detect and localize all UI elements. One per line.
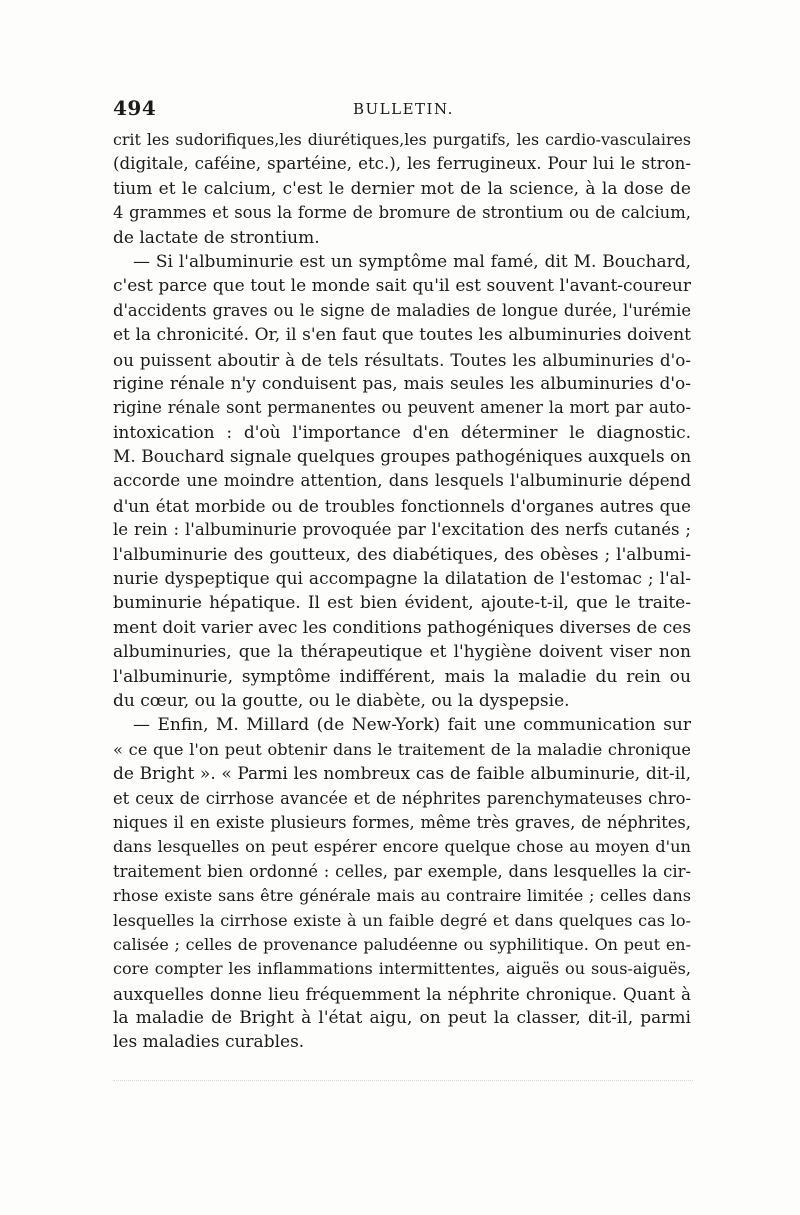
text-line: dans lesquelles on peut espérer encore quelque chose au moyen d'un bbox=[113, 837, 691, 857]
text-line: rigine rénale n'y conduisent pas, mais seules les albuminuries d'o- bbox=[113, 373, 691, 394]
text-line: (digitale, caféine, spartéine, etc.), les ferrugineux. Pour lui le stron- bbox=[113, 154, 691, 174]
text-line: lesquelles la cirrhose existe à un faible degré et dans quelques cas lo- bbox=[113, 910, 691, 930]
text-line: M. Bouchard signale quelques groupes pathogéniques auxquels on bbox=[113, 447, 692, 468]
text-line: tium et le calcium, c'est le dernier mot de la science, à la dose de bbox=[113, 178, 691, 199]
body-text bbox=[113, 128, 691, 1055]
text-line: et ceux de cirrhose avancée et de néphrites parenchymateuses chro- bbox=[113, 788, 691, 808]
text-line: l'albuminurie des goutteux, des diabétiques, des obèses ; l'albumi- bbox=[113, 544, 691, 565]
text-line: — Si l'albuminurie est un symptôme mal famé, dit M. Bouchard, bbox=[133, 251, 691, 272]
text-line: et la chronicité. Or, il s'en faut que toutes les albuminuries doivent bbox=[113, 325, 691, 346]
page-number: 494 bbox=[113, 96, 157, 120]
bottom-divider bbox=[113, 1080, 693, 1081]
text-line: — Enfin, M. Millard (de New-York) fait une communication sur bbox=[133, 715, 691, 736]
text-line: accorde une moindre attention, dans lesquels l'albuminurie dépend bbox=[113, 471, 691, 491]
text-line: ou puissent aboutir à de tels résultats. Toutes les albuminuries d'o- bbox=[113, 349, 691, 370]
text-line: d'un état morbide ou de troubles fonctionnels d'organes autres que bbox=[113, 495, 691, 516]
text-line: la maladie de Bright à l'état aigu, on peut la classer, dit-il, parmi bbox=[113, 1008, 691, 1029]
page-header bbox=[113, 96, 685, 126]
text-line: crit les sudorifiques,les diurétiques,les purgatifs, les cardio-vasculaires bbox=[113, 130, 691, 149]
text-line: intoxication : d'où l'importance d'en déterminer le diagnostic. bbox=[113, 422, 691, 443]
text-line: 4 grammes et sous la forme de bromure de strontium ou de calcium, bbox=[113, 203, 691, 223]
text-line: c'est parce que tout le monde sait qu'il est souvent l'avant-coureur bbox=[113, 276, 691, 297]
text-line: le rein : l'albuminurie provoquée par l'excitation des nerfs cutanés ; bbox=[113, 520, 691, 540]
text-line: calisée ; celles de provenance paludéenne ou syphilitique. On peut en- bbox=[113, 934, 691, 954]
text-line: d'accidents graves ou le signe de maladies de longue durée, l'urémie bbox=[113, 300, 691, 320]
text-line: traitement bien ordonné : celles, par exemple, dans lesquelles la cir- bbox=[113, 861, 691, 881]
text-line: rigine rénale sont permanentes ou peuvent amener la mort par auto- bbox=[113, 398, 691, 418]
text-line: buminurie hépatique. Il est bien évident, ajoute-t-il, que le traite- bbox=[113, 593, 691, 614]
text-line: auxquelles donne lieu fréquemment la néphrite chronique. Quant à bbox=[113, 983, 691, 1004]
text-line: core compter les inflammations intermittentes, aiguës ou sous-aiguës, bbox=[113, 959, 691, 979]
text-line: de lactate de strontium. bbox=[113, 227, 320, 248]
text-line: nurie dyspeptique qui accompagne la dilatation de l'estomac ; l'al- bbox=[113, 569, 691, 590]
text-line: « ce que l'on peut obtenir dans le traitement de la maladie chronique bbox=[113, 739, 691, 759]
text-line: ment doit varier avec les conditions pathogéniques diverses de ces bbox=[113, 617, 692, 638]
text-line: rhose existe sans être générale mais au contraire limitée ; celles dans bbox=[113, 886, 691, 906]
text-line: les maladies curables. bbox=[113, 1032, 305, 1053]
running-title: BULLETIN. bbox=[353, 100, 454, 118]
text-line: l'albuminurie, symptôme indifférent, mais la maladie du rein ou bbox=[113, 666, 691, 687]
text-line: niques il en existe plusieurs formes, même très graves, de néphrites, bbox=[113, 812, 691, 832]
text-line: de Bright ». « Parmi les nombreux cas de faible albuminurie, dit-il, bbox=[113, 764, 691, 785]
text-line: albuminuries, que la thérapeutique et l'hygiène doivent viser non bbox=[113, 642, 691, 663]
text-line: du cœur, ou la goutte, ou le diabète, ou la dyspepsie. bbox=[113, 690, 570, 711]
